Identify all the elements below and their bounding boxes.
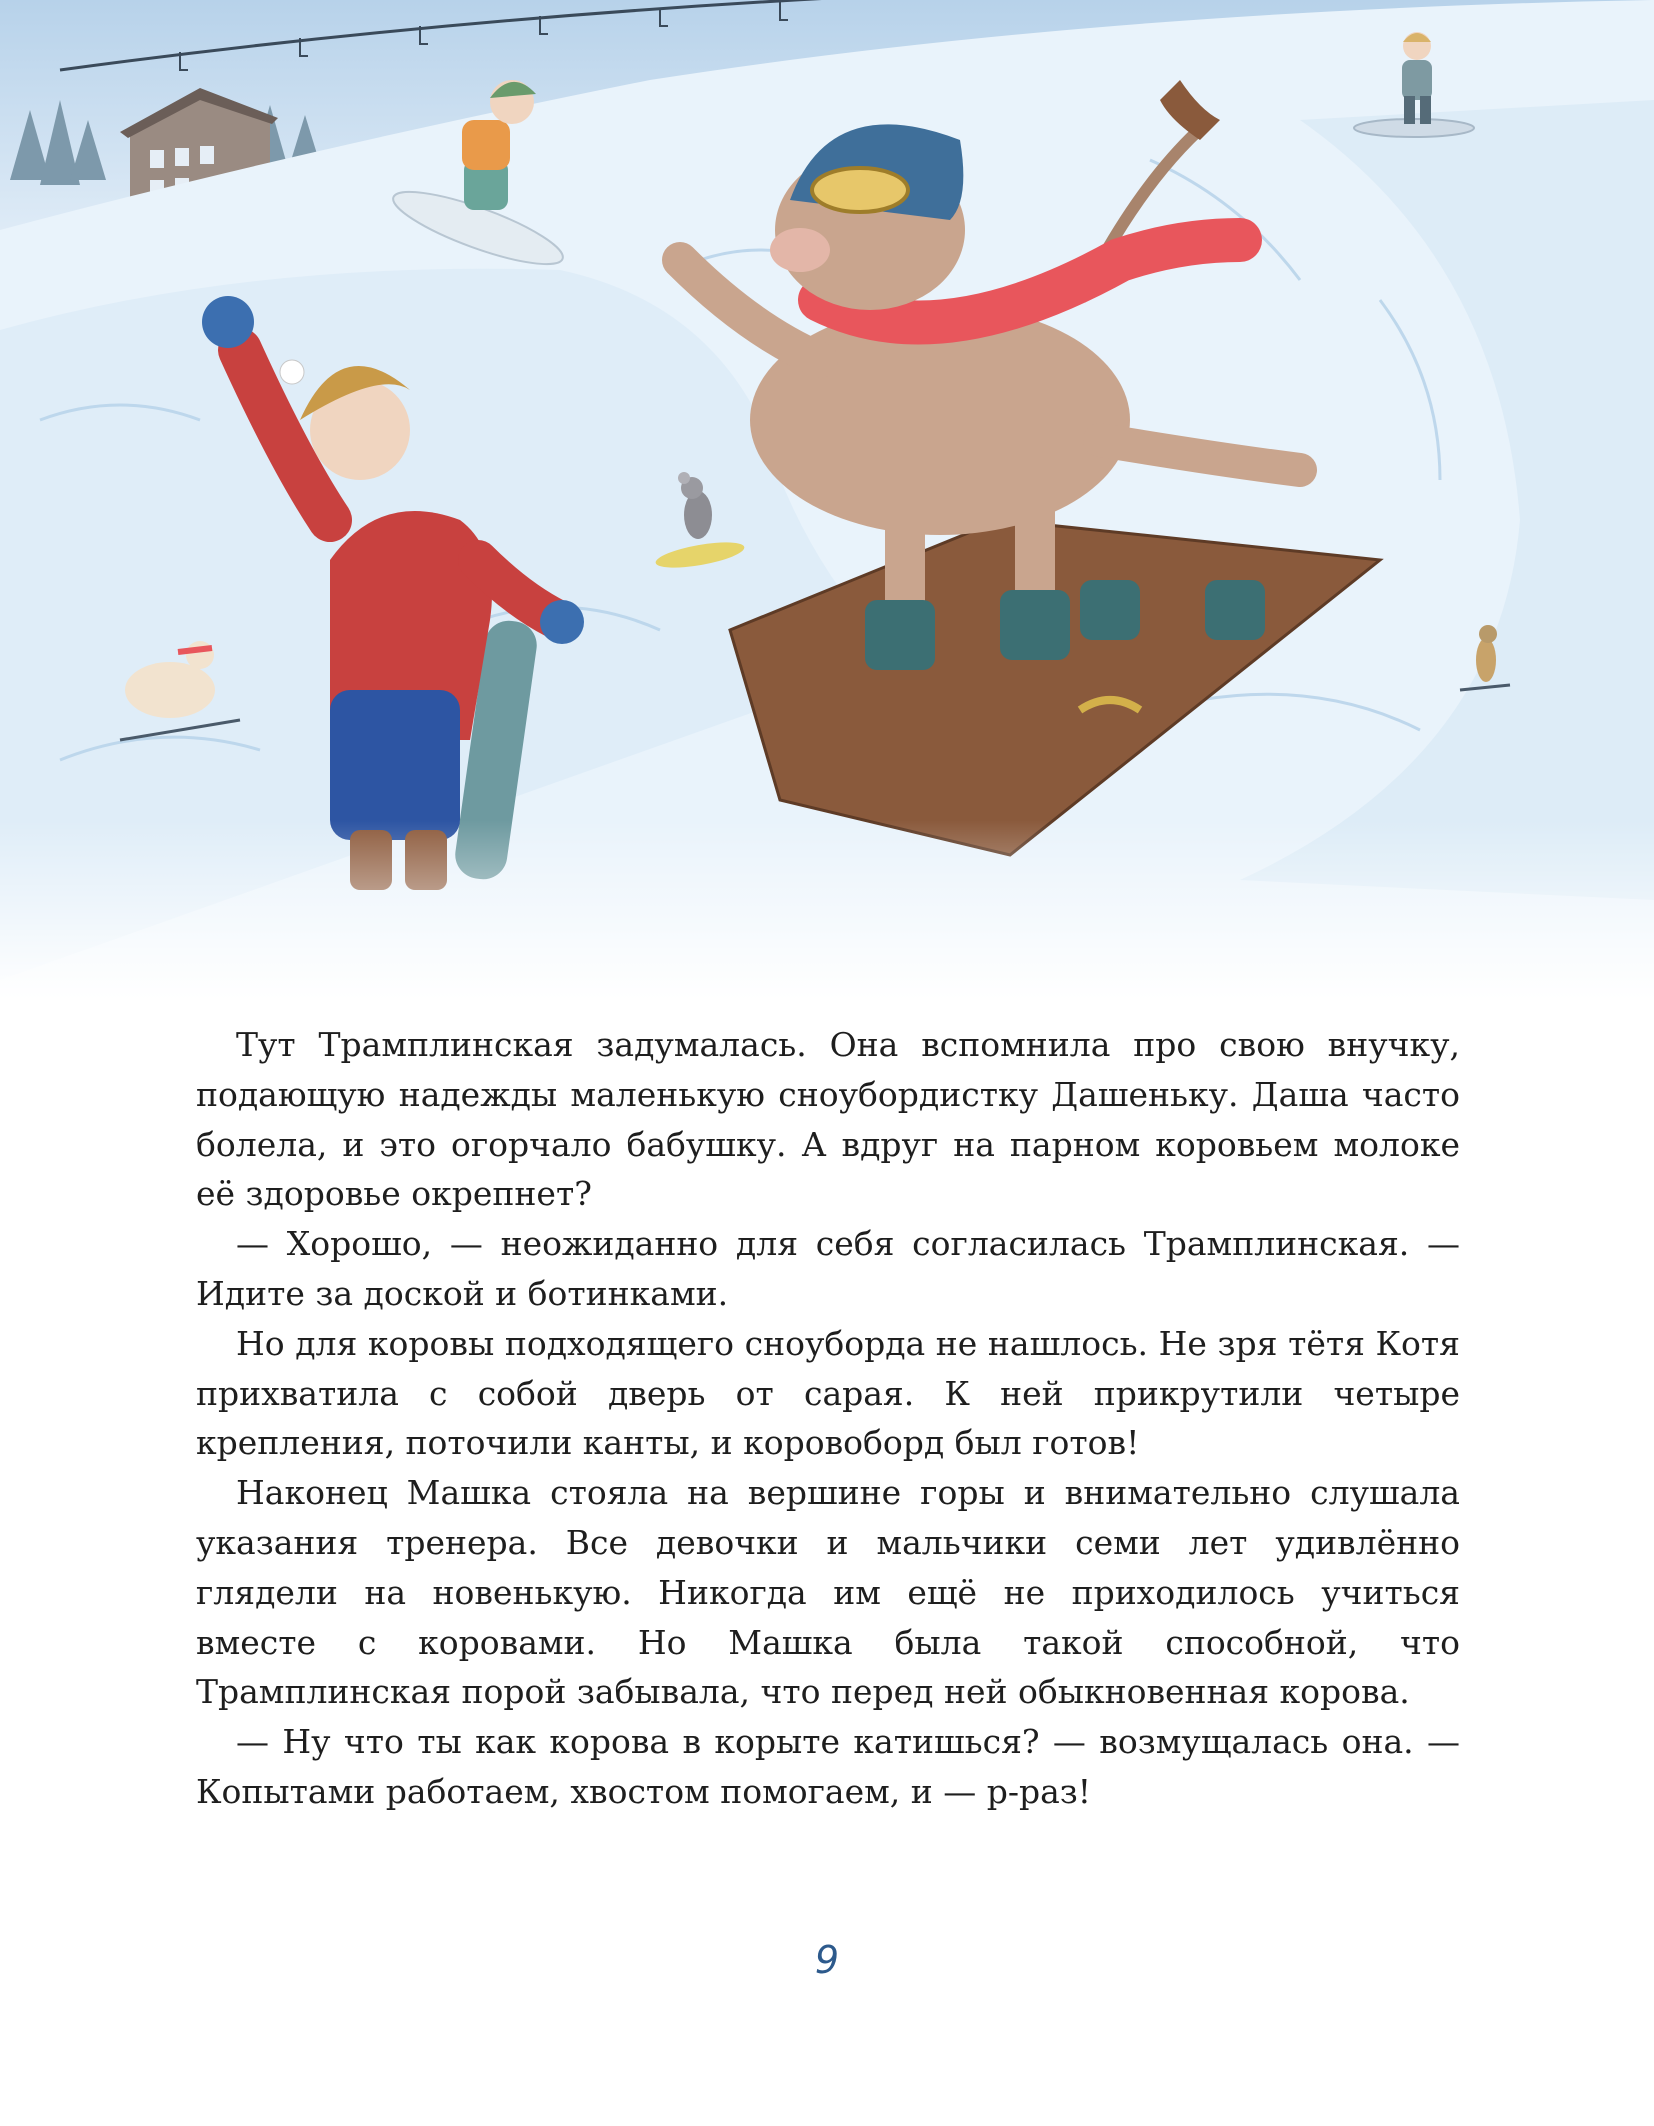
paragraph-4: Наконец Машка стояла на вершине горы и внимательно слушала указания тренера. Все девочки и мальчики семи лет удивлённо глядели на новенькую. Никогда им ещё не приходилось учиться вместе с коровами. Но Машка была такой способной, что Трамплинская порой забывала, что перед ней обыкновенная корова.	[196, 1473, 1460, 1712]
page-number: 9	[814, 1938, 840, 1982]
paragraph-3: Но для коровы подходящего сноуборда не нашлось. Не зря тётя Котя прихватила с собой дверь от сарая. К ней прикрутили четыре крепления, поточили канты, и коровоборд был готов!	[196, 1323, 1460, 1463]
paragraph-2: — Хорошо, — неожиданно для себя согласилась Трамплинская. — Идите за доской и ботинками.	[196, 1224, 1460, 1313]
paragraph-5: — Ну что ты как корова в корыте катишься? — возмущалась она. — Копытами работаем, хвостом помогаем, и — р-раз!	[196, 1722, 1460, 1811]
illustration	[0, 0, 1654, 1000]
story-text	[196, 1020, 1460, 1817]
illustration-fade	[0, 820, 1654, 1000]
snowboard-slope-illustration	[0, 0, 1654, 1000]
paragraph-1: Тут Трамплинская задумалась. Она вспомнила про свою внучку, подающую надежды маленькую сноубордистку Дашеньку. Даша часто болела, и это огорчало бабушку. А вдруг на парном коровьем молоке её здоровье окрепнет?	[196, 1025, 1460, 1214]
